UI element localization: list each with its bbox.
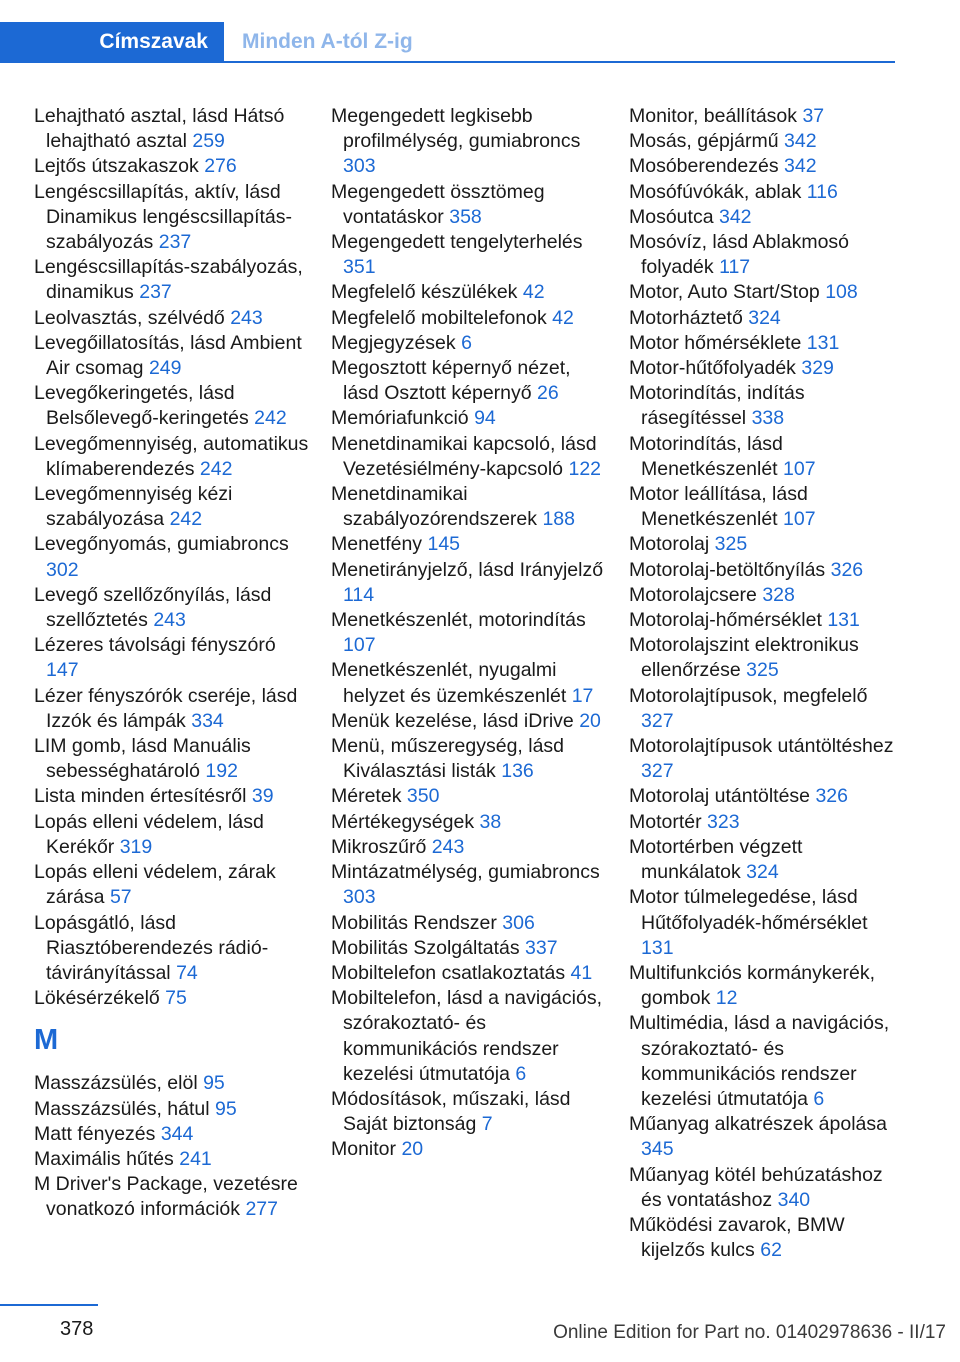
- page-link[interactable]: 94: [474, 407, 496, 430]
- page-link[interactable]: 17: [571, 684, 594, 707]
- index-entry: [34, 1097, 309, 1122]
- index-entry: [331, 482, 606, 532]
- index-entry: [331, 709, 606, 734]
- index-entry: [629, 129, 897, 154]
- page-link[interactable]: 334: [191, 709, 224, 732]
- index-entry: [34, 255, 309, 305]
- tab-minden-a-tol-z-ig[interactable]: Minden A-tól Z-ig: [242, 30, 413, 53]
- index-entry-text: Mikroszűrő: [331, 835, 427, 858]
- page-link[interactable]: 38: [479, 810, 502, 833]
- index-entry-text: Menetdinamikai kapcsoló, lásd Vezetésiélmény-kapcsoló: [331, 432, 597, 480]
- index-entry-text: Műanyag alkatrészek ápolása: [629, 1113, 887, 1136]
- index-entry: [34, 432, 309, 482]
- index-entry: [34, 734, 309, 784]
- index-entry: [34, 532, 309, 582]
- index-entry: [629, 784, 897, 809]
- page-link[interactable]: 243: [431, 835, 465, 858]
- index-entry-text: Motorolajtípusok, megfelelő: [629, 684, 868, 707]
- index-column-2: [331, 104, 606, 1163]
- page-link[interactable]: 62: [760, 1239, 782, 1262]
- index-entry: [629, 432, 897, 482]
- page-link[interactable]: 75: [165, 987, 187, 1010]
- section-letter: M: [34, 1024, 59, 1057]
- page-link[interactable]: 147: [46, 659, 79, 682]
- index-entry-text: Levegőkeringetés, lásd Belsőlevegő-keringetés: [34, 382, 249, 430]
- page-link[interactable]: 6: [461, 331, 472, 354]
- page-link[interactable]: 342: [718, 205, 752, 228]
- index-entry: [629, 1011, 897, 1112]
- index-column-3: [629, 104, 897, 1263]
- index-entry: [331, 180, 606, 230]
- index-entry-text: Lehajtható asztal, lásd Hátsó lehajtható asztal: [34, 105, 285, 153]
- index-entry: [629, 230, 897, 280]
- index-entry-text: Lökésérzékelő: [34, 987, 160, 1010]
- index-entry: [331, 558, 606, 608]
- page-link[interactable]: 358: [449, 205, 482, 228]
- index-entry-text: Menetfény: [331, 533, 423, 556]
- index-entry: [331, 734, 606, 784]
- page-link[interactable]: 329: [801, 357, 834, 380]
- page-link[interactable]: 95: [215, 1097, 237, 1120]
- index-entry-text: Mintázatmélység, gumiabroncs: [331, 861, 600, 884]
- index-entry-text: Motor leállítása, lásd Menetkészenlét: [629, 483, 808, 531]
- index-entry-text: Multimédia, lásd a navigációs, szórakoztató- és kommunikációs rendszer kezelési útmutatója: [629, 1012, 890, 1110]
- page-link[interactable]: 323: [707, 810, 740, 833]
- index-entry: [331, 230, 606, 280]
- index-entry-text: Motortérben végzett munkálatok: [629, 835, 803, 884]
- index-entry-text: Menetirányjelző, lásd Irányjelző: [331, 558, 604, 581]
- index-entry-text: Motorolaj-betöltőnyílás: [629, 558, 826, 581]
- index-entry-text: Mosóberendezés: [629, 155, 779, 178]
- index-entry: [34, 381, 309, 431]
- index-entry-text: Menetkészenlét, motorindítás: [331, 609, 586, 632]
- page-link[interactable]: 131: [641, 936, 674, 959]
- index-entry: [629, 306, 897, 331]
- index-entry: [629, 684, 897, 734]
- page-link[interactable]: 136: [501, 760, 534, 783]
- index-entry-text: Motorindítás, lásd Menetkészenlét: [629, 432, 783, 480]
- index-entry: [331, 104, 606, 180]
- page-link[interactable]: 107: [783, 508, 816, 531]
- index-entry-text: Módosítások, műszaki, lásd Saját biztonság: [331, 1087, 571, 1136]
- index-entry-text: Mobiltelefon, lásd a navigációs, szórakoztató- és kommunikációs rendszer kezelési útmutatója: [331, 987, 602, 1085]
- page-link[interactable]: 243: [230, 306, 263, 329]
- page-link[interactable]: 277: [245, 1198, 278, 1221]
- index-entry-text: Matt fényezés: [34, 1122, 156, 1145]
- page-link[interactable]: 20: [579, 709, 601, 732]
- index-entry: [34, 306, 309, 331]
- index-entry-text: Motor túlmelegedése, lásd Hűtőfolyadék-hőmérséklet: [629, 886, 868, 934]
- index-entry-text: Monitor: [331, 1138, 397, 1161]
- index-entry-text: Mosóvíz, lásd Ablakmosó folyadék: [629, 231, 850, 279]
- index-entry: [629, 633, 897, 683]
- header-bar: [0, 22, 895, 66]
- page-link[interactable]: 192: [205, 760, 238, 783]
- page-link[interactable]: 116: [806, 180, 838, 203]
- index-entry: [629, 1213, 897, 1263]
- header-rule: [0, 61, 895, 63]
- index-entry-text: Memóriafunkció: [331, 407, 469, 430]
- index-entry-text: Menü, műszeregység, lásd Kiválasztási listák: [331, 735, 565, 783]
- index-entry: [629, 885, 897, 961]
- index-entry: [34, 1172, 309, 1222]
- index-entry: [331, 306, 606, 331]
- page-link[interactable]: 344: [160, 1122, 194, 1145]
- page-link[interactable]: 37: [802, 105, 825, 127]
- index-entry-text: Motorolaj utántöltése: [629, 785, 811, 808]
- index-entry: [331, 280, 606, 305]
- page-link[interactable]: 324: [748, 306, 781, 329]
- index-entry-text: Megengedett tengelyterhelés: [331, 231, 583, 254]
- index-entry-text: Levegő szellőzőnyílás, lásd szellőztetés: [34, 583, 272, 632]
- page-link[interactable]: 342: [784, 130, 817, 153]
- index-entry-text: Lézer fényszórók cseréje, lásd Izzók és lámpák: [34, 684, 298, 732]
- index-entry: [331, 860, 606, 910]
- index-entry-text: Motorolajcsere: [629, 583, 757, 606]
- page-link[interactable]: 249: [148, 357, 182, 380]
- page-link[interactable]: 324: [746, 861, 779, 884]
- page-link[interactable]: 306: [502, 911, 535, 934]
- index-entry: [629, 280, 897, 305]
- page-link[interactable]: 188: [542, 508, 575, 531]
- index-entry: [34, 810, 309, 860]
- index-entry: [34, 1147, 309, 1172]
- index-entry-text: Menük kezelése, lásd iDrive: [331, 709, 574, 732]
- index-entry: [629, 558, 897, 583]
- page-link[interactable]: 131: [806, 331, 840, 354]
- page-link[interactable]: 131: [827, 609, 860, 632]
- page-link[interactable]: 145: [427, 533, 461, 556]
- index-entry-text: Motorolaj: [629, 533, 710, 556]
- index-entry: [331, 658, 606, 708]
- index-entry-text: Mobilitás Szolgáltatás: [331, 936, 520, 959]
- index-entry: [629, 1112, 897, 1162]
- index-entry-text: Lézeres távolsági fényszóró: [34, 634, 276, 657]
- edition-footer: Online Edition for Part no. 01402978636 - II/17: [553, 1322, 946, 1343]
- page-number: 378: [60, 1318, 94, 1340]
- index-entry: [34, 482, 309, 532]
- index-entry-text: Megfelelő készülékek: [331, 281, 518, 304]
- page-link[interactable]: 326: [830, 558, 864, 581]
- page-link[interactable]: 107: [343, 634, 376, 657]
- page-link[interactable]: 108: [825, 281, 858, 304]
- page-link[interactable]: 328: [762, 583, 795, 606]
- page-link[interactable]: 57: [109, 886, 132, 909]
- page-link[interactable]: 117: [719, 256, 751, 279]
- index-entry: [331, 1087, 606, 1137]
- index-entry: [331, 911, 606, 936]
- index-entry-text: Mobilitás Rendszer: [331, 911, 497, 934]
- page-link[interactable]: 237: [139, 281, 172, 304]
- page-link[interactable]: 350: [406, 785, 440, 808]
- page-link[interactable]: 319: [119, 835, 153, 858]
- index-entry: [629, 154, 897, 179]
- index-entry-text: Motorolaj-hőmérséklet: [629, 609, 822, 632]
- index-entry-text: Megosztott képernyő nézet, lásd Osztott képernyő: [331, 357, 571, 405]
- page-link[interactable]: 259: [192, 130, 225, 153]
- index-entry: [34, 583, 309, 633]
- index-entry-text: Lopás elleni védelem, lásd Kerékőr: [34, 810, 264, 858]
- page-link[interactable]: 303: [343, 886, 376, 909]
- index-entry-text: Megengedett össztömeg vontatáskor: [331, 180, 545, 228]
- index-entry-text: Motorolajszint elektronikus ellenőrzése: [629, 634, 859, 682]
- page-link[interactable]: 20: [401, 1138, 424, 1161]
- index-entry: [34, 154, 309, 179]
- page-link[interactable]: 26: [537, 382, 559, 405]
- index-entry-text: Megengedett legkisebb profilmélység, gumiabroncs: [331, 105, 581, 153]
- index-entry: [629, 810, 897, 835]
- page-link[interactable]: 338: [751, 407, 785, 430]
- page-link[interactable]: 6: [813, 1087, 825, 1110]
- page-link[interactable]: 122: [568, 457, 602, 480]
- index-entry-text: Levegőmennyiség kézi szabályozása: [34, 483, 233, 531]
- index-entry: [629, 608, 897, 633]
- index-entry: [331, 986, 606, 1087]
- index-entry-text: Motortér: [629, 810, 702, 833]
- page-link[interactable]: 6: [515, 1062, 527, 1085]
- page-link[interactable]: 7: [481, 1113, 493, 1136]
- page-link[interactable]: 337: [525, 936, 558, 959]
- page-link[interactable]: 243: [153, 609, 186, 632]
- footer-rule: [0, 1304, 98, 1306]
- index-entry-text: Motorindítás, indítás rásegítéssel: [629, 382, 805, 430]
- page-link[interactable]: 325: [746, 659, 779, 682]
- index-entry: [331, 810, 606, 835]
- index-entry: [34, 684, 309, 734]
- page-link[interactable]: 95: [203, 1072, 225, 1095]
- index-entry-text: Mosóutca: [629, 205, 714, 228]
- index-entry: [34, 1122, 309, 1147]
- index-entry: [629, 482, 897, 532]
- index-entry: [34, 1071, 309, 1096]
- index-entry-text: Levegőillatosítás, lásd Ambient Air csomag: [34, 331, 302, 380]
- page-link[interactable]: 327: [641, 709, 674, 732]
- index-entry-text: Maximális hűtés: [34, 1147, 174, 1170]
- index-entry: [331, 356, 606, 406]
- index-entry-text: Levegőnyomás, gumiabroncs: [34, 533, 289, 556]
- index-entry: [34, 331, 309, 381]
- page-link[interactable]: 345: [641, 1138, 674, 1161]
- index-entry: [331, 432, 606, 482]
- page-link[interactable]: 39: [251, 785, 274, 808]
- index-entry: [629, 961, 897, 1011]
- index-entry-text: Motorháztető: [629, 306, 743, 329]
- page-link[interactable]: 114: [343, 583, 375, 606]
- page-link[interactable]: 302: [46, 558, 79, 581]
- page-link[interactable]: 242: [169, 508, 203, 531]
- page-link[interactable]: 327: [641, 760, 674, 783]
- index-entry: [34, 986, 309, 1011]
- page-link[interactable]: 326: [815, 785, 848, 808]
- index-entry: [331, 784, 606, 809]
- page-link[interactable]: 351: [343, 256, 376, 279]
- index-entry-text: Lista minden értesítésről: [34, 785, 247, 808]
- index-entry: [34, 860, 309, 910]
- index-entry: [629, 381, 897, 431]
- index-entry: [331, 532, 606, 557]
- tab-cimszavak[interactable]: Címszavak: [0, 22, 224, 62]
- index-entry-text: Motor hőmérséklete: [629, 331, 802, 354]
- index-entry-text: Lejtős útszakaszok: [34, 155, 199, 178]
- index-entry: [629, 356, 897, 381]
- index-entry: [629, 1163, 897, 1213]
- index-entry: [34, 784, 309, 809]
- index-entry-text: LIM gomb, lásd Manuális sebességhatároló: [34, 735, 251, 783]
- index-entry: [34, 104, 309, 154]
- page-link[interactable]: 74: [176, 961, 198, 984]
- index-entry-text: Megfelelő mobiltelefonok: [331, 306, 547, 329]
- index-entry: [331, 1137, 606, 1162]
- page-link[interactable]: 42: [552, 306, 574, 329]
- page-link[interactable]: 241: [179, 1147, 212, 1170]
- index-entry-text: Levegőmennyiség, automatikus klímaberendezés: [34, 432, 309, 480]
- index-entry-text: Motorolajtípusok utántöltéshez: [629, 735, 894, 758]
- index-entry: [629, 835, 897, 885]
- index-entry-text: Masszázsülés, hátul: [34, 1097, 210, 1120]
- index-entry: [629, 532, 897, 557]
- index-entry-text: Működési zavarok, BMW kijelzős kulcs: [629, 1213, 845, 1262]
- page-link[interactable]: 242: [199, 457, 233, 480]
- index-entry-text: Mértékegységek: [331, 810, 475, 833]
- index-entry: [34, 633, 309, 683]
- index-entry: [629, 734, 897, 784]
- index-entry-text: Lopás elleni védelem, zárak zárása: [34, 861, 276, 909]
- page-link[interactable]: 107: [783, 457, 816, 480]
- index-entry-text: M Driver's Package, vezetésre vonatkozó információk: [34, 1173, 298, 1221]
- page-link[interactable]: 41: [570, 961, 593, 984]
- index-entry: [629, 205, 897, 230]
- index-entry-text: Mosás, gépjármű: [629, 130, 779, 153]
- index-entry: [629, 180, 897, 205]
- index-entry: [34, 180, 309, 256]
- page-link[interactable]: 237: [158, 231, 192, 254]
- index-entry-text: Leolvasztás, szélvédő: [34, 306, 225, 329]
- index-entry-text: Motor-hűtőfolyadék: [629, 357, 796, 380]
- index-entry: [331, 331, 606, 356]
- index-entry-text: Masszázsülés, elöl: [34, 1072, 198, 1095]
- index-entry-text: Mosófúvókák, ablak: [629, 180, 802, 203]
- index-entry-text: Lopásgátló, lásd Riasztóberendezés rádió-távirányítással: [34, 911, 269, 984]
- index-entry-text: Lengéscsillapítás-szabályozás, dinamikus: [34, 256, 303, 304]
- page-link[interactable]: 325: [714, 533, 748, 556]
- index-entry: [331, 835, 606, 860]
- page-link[interactable]: 342: [784, 155, 817, 178]
- index-entry-text: Monitor, beállítások: [629, 105, 798, 127]
- page-link[interactable]: 340: [777, 1188, 811, 1211]
- index-column-1: [34, 104, 309, 1223]
- index-entry: [629, 583, 897, 608]
- index-entry-text: Motor, Auto Start/Stop: [629, 281, 820, 304]
- index-entry-text: Megjegyzések: [331, 331, 456, 354]
- index-entry-text: Műanyag kötél behúzatáshoz és vontatáshoz: [629, 1163, 883, 1211]
- index-entry-text: Méretek: [331, 785, 402, 808]
- index-entry: [331, 406, 606, 431]
- page-link[interactable]: 303: [343, 155, 376, 178]
- index-entry: [629, 104, 897, 129]
- index-entry-text: Multifunkciós kormánykerék, gombok: [629, 961, 875, 1010]
- index-entry: [629, 331, 897, 356]
- index-entry-text: Lengéscsillapítás, aktív, lásd Dinamikus lengéscsillapítás-szabályozás: [34, 180, 293, 254]
- index-entry-text: Menetdinamikai szabályozórendszerek: [331, 483, 538, 531]
- index-entry-text: Mobiltelefon csatlakoztatás: [331, 961, 566, 984]
- page-link[interactable]: 276: [204, 155, 237, 178]
- index-entry: [331, 936, 606, 961]
- page-link[interactable]: 42: [522, 281, 545, 304]
- index-entry: [34, 911, 309, 987]
- page-link[interactable]: 242: [254, 407, 287, 430]
- index-entry: [331, 961, 606, 986]
- index-entry-text: Menetkészenlét, nyugalmi helyzet és üzemkészenlét: [331, 659, 567, 707]
- page-link[interactable]: 12: [715, 987, 738, 1010]
- index-entry: [331, 608, 606, 658]
